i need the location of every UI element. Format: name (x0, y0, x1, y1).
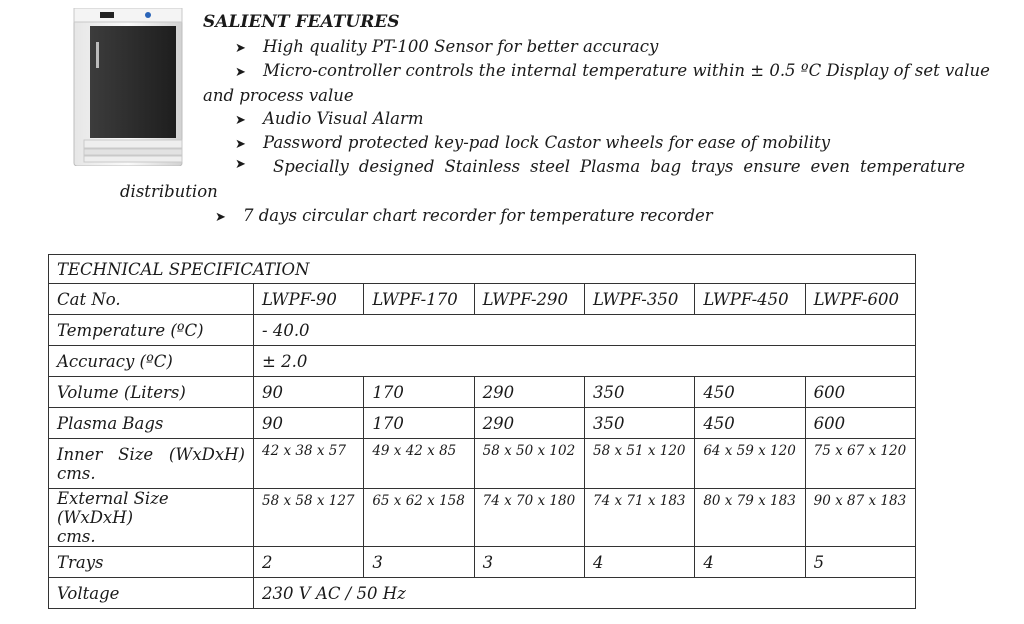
table-cell: 290 (474, 408, 584, 439)
table-cell: 170 (364, 408, 474, 439)
table-cell: 49 x 42 x 85 (364, 439, 474, 489)
table-cell: 3 (364, 547, 474, 578)
feature-item: ➤ 7 days circular chart recorder for temperature recorder (215, 206, 713, 225)
table-cell: 230 V AC / 50 Hz (254, 578, 916, 609)
table-cell: 58 x 58 x 127 (254, 489, 364, 547)
table-cell: 74 x 70 x 180 (474, 489, 584, 547)
table-cell: 600 (805, 377, 915, 408)
row-label: Inner Size (WxDxH) cms. (49, 439, 254, 489)
table-row (49, 377, 916, 408)
table-cell: LWPF-170 (364, 284, 474, 315)
row-label: External Size (WxDxH) cms. (49, 489, 254, 547)
table-cell: 42 x 38 x 57 (254, 439, 364, 489)
table-cell: 58 x 51 x 120 (584, 439, 694, 489)
table-cell: LWPF-450 (695, 284, 805, 315)
table-cell: 4 (584, 547, 694, 578)
table-cell: LWPF-600 (805, 284, 915, 315)
table-cell: 4 (695, 547, 805, 578)
table-row (49, 315, 916, 346)
feature-item: ➤ Micro-controller controls the internal temperature within ± 0.5 ºC Display of set value (235, 61, 990, 80)
table-row (49, 578, 916, 609)
table-row (49, 439, 916, 489)
table-cell: 90 (254, 408, 364, 439)
table-cell: 5 (805, 547, 915, 578)
table-row (49, 255, 916, 284)
table-row (49, 284, 916, 315)
table-cell: 450 (695, 408, 805, 439)
table-cell: 350 (584, 377, 694, 408)
row-label: Cat No. (49, 284, 254, 315)
table-cell: 65 x 62 x 158 (364, 489, 474, 547)
table-cell: 3 (474, 547, 584, 578)
feature-item-continuation: and process value (203, 86, 354, 105)
features-title: SALIENT FEATURES (203, 12, 400, 32)
feature-item: ➤ High quality PT-100 Sensor for better accuracy (235, 37, 659, 56)
deep-freezer-image (70, 8, 186, 166)
table-cell: 290 (474, 377, 584, 408)
table-cell: 80 x 79 x 183 (695, 489, 805, 547)
feature-item: ➤ Specially designed Stainless steel Plasma bag trays ensure even temperature (235, 157, 965, 176)
table-cell: 74 x 71 x 183 (584, 489, 694, 547)
row-label: Plasma Bags (49, 408, 254, 439)
table-cell: 90 (254, 377, 364, 408)
table-title: TECHNICAL SPECIFICATION (49, 255, 916, 284)
row-label: Temperature (ºC) (49, 315, 254, 346)
table-cell: 58 x 50 x 102 (474, 439, 584, 489)
arrow-bullet-icon: ➤ (235, 41, 246, 56)
table-row (49, 346, 916, 377)
arrow-bullet-icon: ➤ (235, 65, 246, 80)
arrow-bullet-icon: ➤ (235, 113, 246, 128)
feature-item: ➤ Password protected key-pad lock Castor wheels for ease of mobility (235, 133, 831, 152)
row-label: Volume (Liters) (49, 377, 254, 408)
row-label: Voltage (49, 578, 254, 609)
table-cell: 170 (364, 377, 474, 408)
row-label: Trays (49, 547, 254, 578)
feature-item: ➤ Audio Visual Alarm (235, 109, 424, 128)
table-cell: 75 x 67 x 120 (805, 439, 915, 489)
table-cell: 450 (695, 377, 805, 408)
table-cell: 2 (254, 547, 364, 578)
feature-item-continuation: distribution (120, 182, 218, 201)
table-cell: ± 2.0 (254, 346, 916, 377)
table-cell: 64 x 59 x 120 (695, 439, 805, 489)
table-row (49, 489, 916, 547)
table-cell: LWPF-290 (474, 284, 584, 315)
table-cell: LWPF-90 (254, 284, 364, 315)
table-cell: LWPF-350 (584, 284, 694, 315)
table-cell: - 40.0 (254, 315, 916, 346)
row-label: Accuracy (ºC) (49, 346, 254, 377)
arrow-bullet-icon: ➤ (235, 157, 246, 172)
arrow-bullet-icon: ➤ (235, 137, 246, 152)
table-row (49, 408, 916, 439)
table-cell: 90 x 87 x 183 (805, 489, 915, 547)
technical-specification-table (48, 254, 916, 609)
table-row (49, 547, 916, 578)
arrow-bullet-icon: ➤ (215, 210, 226, 225)
table-cell: 600 (805, 408, 915, 439)
table-cell: 350 (584, 408, 694, 439)
